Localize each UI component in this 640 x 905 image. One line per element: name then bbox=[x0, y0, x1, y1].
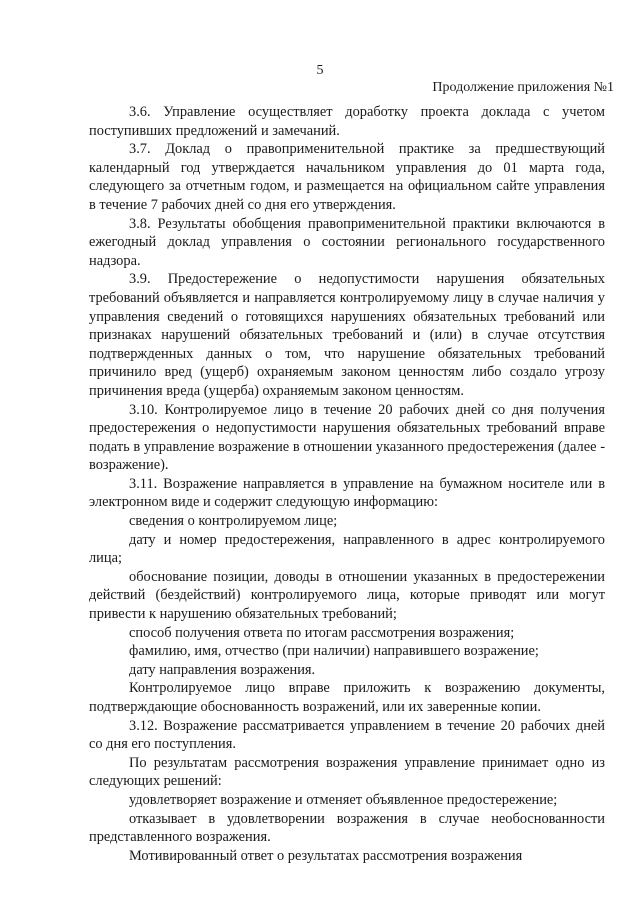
paragraph-motivated-answer: Мотивированный ответ о результатах рассмотрения возражения bbox=[129, 847, 523, 864]
decision-item-satisfy: удовлетворяет возражение и отменяет объявленное предостережение; bbox=[129, 791, 558, 808]
paragraph-3-6: 3.6. Управление осуществляет доработку проекта доклада с учетом поступивших предложений и замечаний. bbox=[89, 104, 605, 139]
list-item-sender-name: фамилию, имя, отчество (при наличии) направившего возражение; bbox=[129, 643, 539, 660]
page-number: 5 bbox=[316, 63, 324, 78]
paragraph-decisions-intro: По результатам рассмотрения возражения управление принимает одно из следующих решений: bbox=[89, 754, 605, 790]
paragraph-3-10: 3.10. Контролируемое лицо в течение 20 рабочих дней со дня получения предостережения о недопустимости нарушения обязательных требований вправе подать в управление возражение в отношении указанного предостережения (далее - возражение). bbox=[89, 401, 605, 474]
paragraph-attachments: Контролируемое лицо вправе приложить к возражению документы, подтверждающие обоснованность возражений, или их заверенные копии. bbox=[89, 680, 605, 715]
list-item-warning-date-number: дату и номер предостережения, направленного в адрес контролируемого лица; bbox=[89, 531, 605, 567]
list-item-objection-date: дату направления возражения. bbox=[129, 661, 316, 678]
list-item-controlled-person-info: сведения о контролируемом лице; bbox=[129, 513, 338, 530]
body-text bbox=[89, 103, 605, 865]
list-item-justification: обоснование позиции, доводы в отношении указанных в предостережении действий (бездействий) контролируемого лица, которые приводят или могут привести к нарушению обязательных требований; bbox=[89, 568, 605, 623]
paragraph-3-12: 3.12. Возражение рассматривается управлением в течение 20 рабочих дней со дня его поступления. bbox=[89, 717, 605, 753]
paragraph-3-11: 3.11. Возражение направляется в управление на бумажном носителе или в электронном виде и содержит следующую информацию: bbox=[89, 475, 605, 511]
decision-item-reject: отказывает в удовлетворении возражения в случае необоснованности представленного возражения. bbox=[89, 810, 605, 846]
running-header: Продолжение приложения №1 bbox=[432, 80, 614, 95]
paragraph-3-8: 3.8. Результаты обобщения правоприменительной практики включаются в ежегодный доклад управления о состоянии регионального государственного надзора. bbox=[89, 215, 605, 269]
paragraph-3-9: 3.9. Предостережение о недопустимости нарушения обязательных требований объявляется и направляется контролируемому лицу в случае наличия у управления сведений о готовящихся нарушениях обязательных требований или признаках нарушений обязательных требований и (или) в случае отсутствия подтвержденных данных о том, что нарушение обязательных требований причинило вред (ущерб) охраняемым законом ценностям либо создало угрозу причинения вреда (ущерба) охраняемым законом ценностям. bbox=[89, 271, 605, 399]
paragraph-3-7: 3.7. Доклад о правоприменительной практике за предшествующий календарный год утверждается начальником управления до 01 марта года, следующего за отчетным годом, и размещается на официальном сайте управления в течение 7 рабочих дней со дня его утверждения. bbox=[89, 141, 605, 213]
list-item-response-method: способ получения ответа по итогам рассмотрения возражения; bbox=[129, 624, 515, 641]
